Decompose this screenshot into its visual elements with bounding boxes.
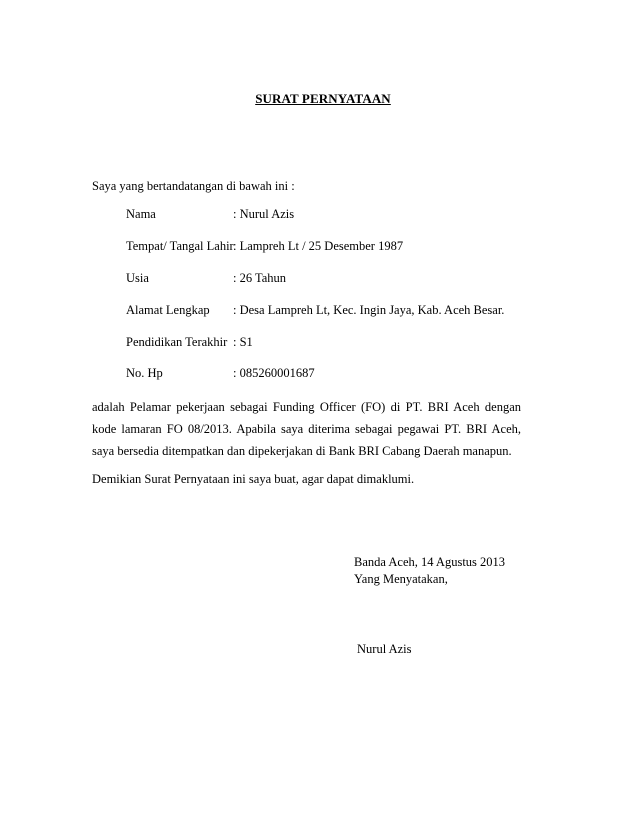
signatory-label: Yang Menyatakan, bbox=[354, 572, 448, 586]
field-label: Pendidikan Terakhir bbox=[126, 335, 228, 349]
field-value: : Desa Lampreh Lt, Kec. Ingin Jaya, Kab. Aceh Besar. bbox=[233, 303, 505, 317]
field-label: Alamat Lengkap bbox=[126, 303, 210, 317]
closing-text: Demikian Surat Pernyataan ini saya buat, agar dapat dimaklumi. bbox=[92, 472, 415, 486]
field-label: Tempat/ Tangal Lahir bbox=[126, 239, 234, 253]
signatory-name: Nurul Azis bbox=[357, 642, 412, 656]
paragraph-line: adalah Pelamar pekerjaan sebagai Funding Officer (FO) di PT. BRI Aceh dengan bbox=[92, 400, 521, 414]
intro-text: Saya yang bertandatangan di bawah ini : bbox=[92, 179, 295, 193]
field-row-tempat-tanggal-lahir bbox=[126, 239, 403, 254]
field-value: : S1 bbox=[233, 335, 253, 349]
document-title: SURAT PERNYATAAN bbox=[255, 91, 391, 106]
field-value: : Nurul Azis bbox=[233, 207, 295, 221]
field-row-pendidikan bbox=[126, 335, 253, 350]
statement-paragraph bbox=[92, 396, 521, 462]
field-value: : 085260001687 bbox=[233, 366, 315, 380]
paragraph-line: saya bersedia ditempatkan dan dipekerjakan di Bank BRI Cabang Daerah manapun. bbox=[92, 444, 512, 458]
place-date: Banda Aceh, 14 Agustus 2013 bbox=[354, 555, 506, 569]
field-row-nama bbox=[126, 207, 294, 222]
field-row-alamat bbox=[126, 303, 504, 318]
field-value: : Lampreh Lt / 25 Desember 1987 bbox=[233, 239, 404, 253]
field-label: Nama bbox=[126, 207, 156, 221]
field-row-no-hp bbox=[126, 366, 315, 381]
field-value: : 26 Tahun bbox=[233, 271, 287, 285]
field-label: No. Hp bbox=[126, 366, 163, 380]
field-label: Usia bbox=[126, 271, 149, 285]
paragraph-line: kode lamaran FO 08/2013. Apabila saya diterima sebagai pegawai PT. BRI Aceh, bbox=[92, 422, 521, 436]
field-row-usia bbox=[126, 271, 286, 286]
